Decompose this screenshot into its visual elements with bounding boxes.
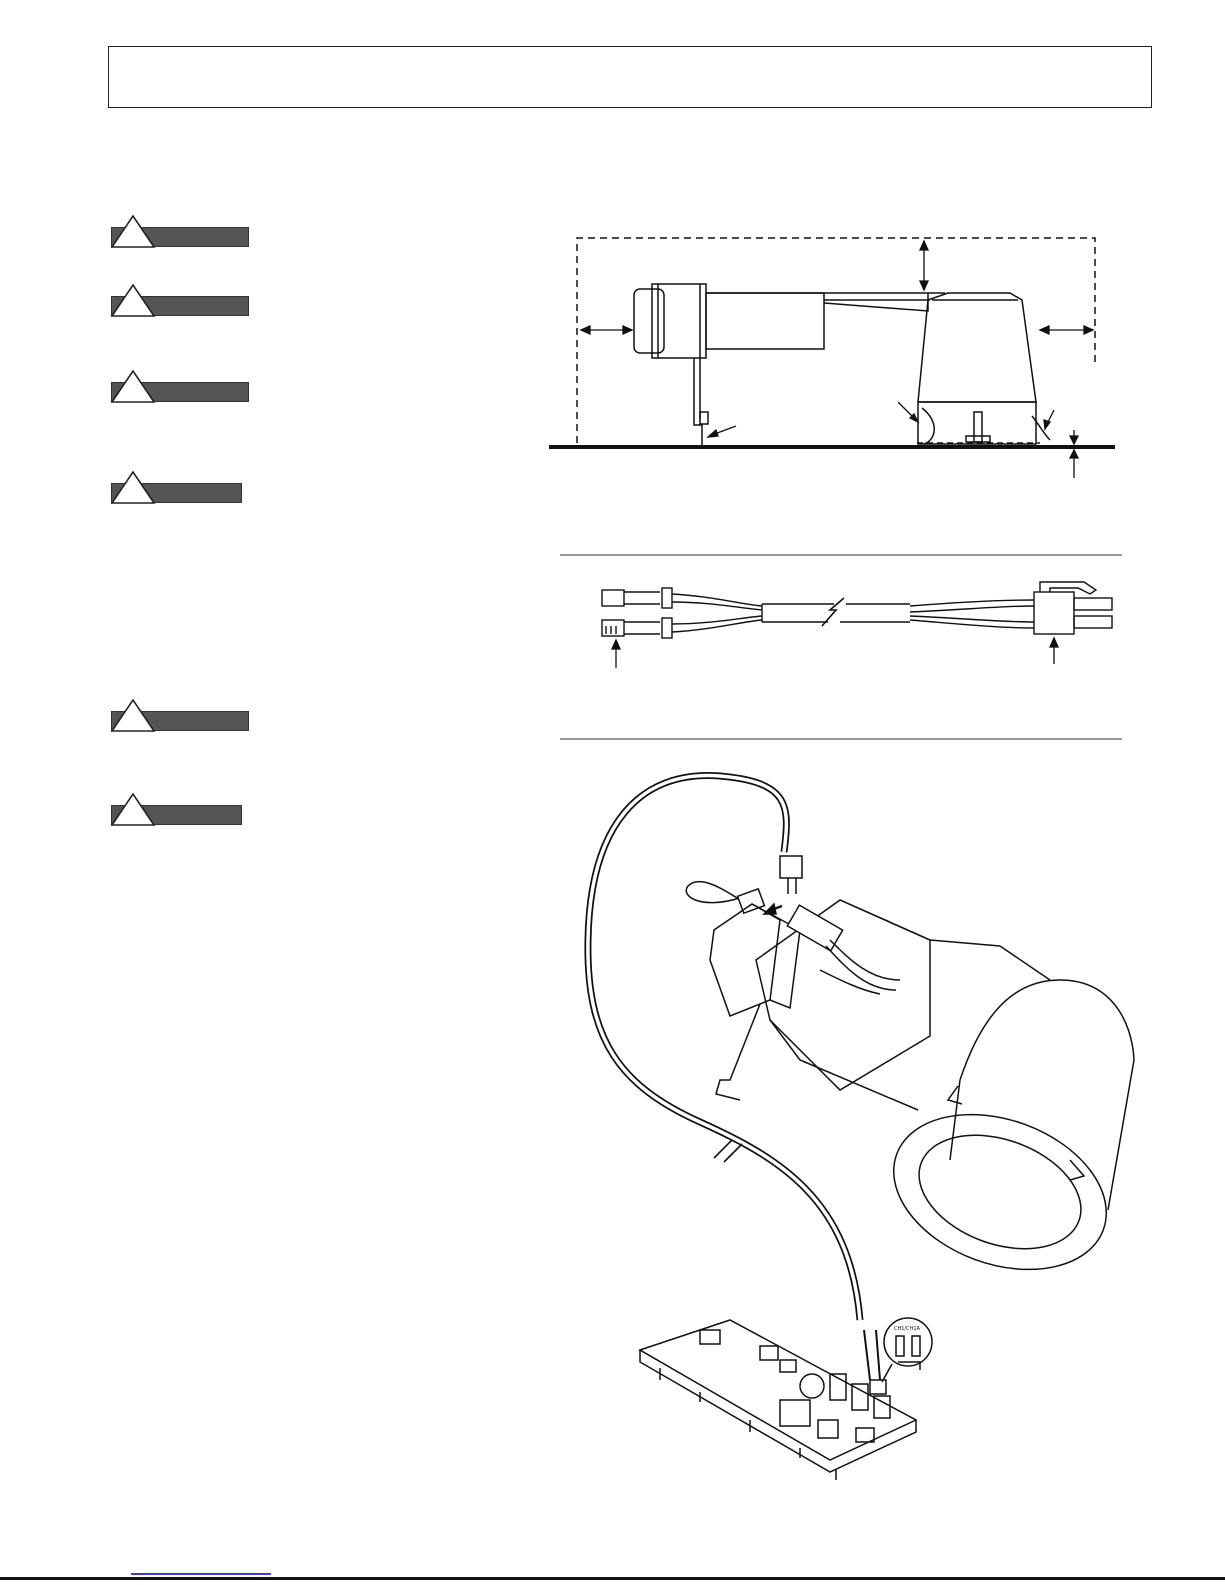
footer-link[interactable] <box>131 1573 271 1575</box>
footer-rule <box>0 1577 1225 1580</box>
board-jumper-label: CH1/CH1A <box>894 1326 920 1332</box>
